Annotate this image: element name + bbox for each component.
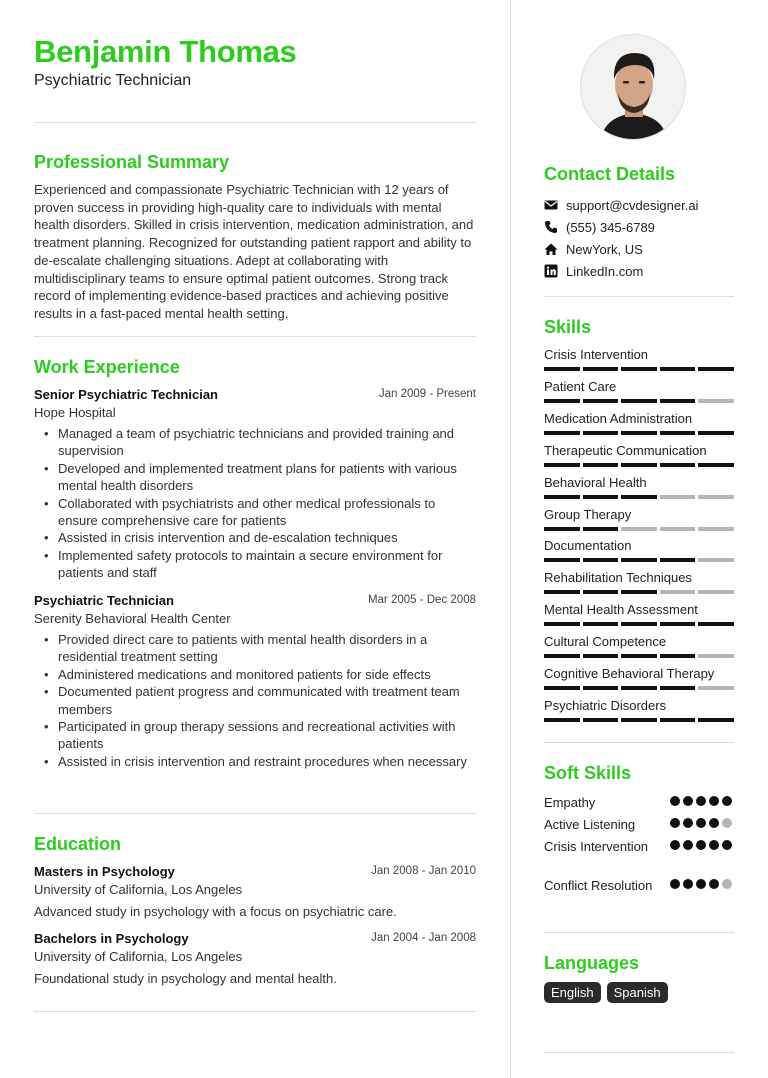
skill-level-segment <box>621 718 657 722</box>
skill-level-bar <box>544 495 734 499</box>
skill-level-segment <box>621 431 657 435</box>
list-item: • Developed and implemented treatment plans for patients with various mental health disorders <box>34 460 476 495</box>
skill-level-segment <box>660 399 696 403</box>
rating-dot <box>722 818 732 828</box>
skill-level-segment <box>660 622 696 626</box>
skill-item <box>544 379 734 403</box>
education-entry <box>34 931 476 987</box>
skill-label: Medication Administration <box>544 410 693 426</box>
candidate-title: Psychiatric Technician <box>34 72 192 89</box>
skill-label: Crisis Intervention <box>544 347 649 362</box>
skill-level-segment <box>698 686 734 690</box>
contact-heading: Contact Details <box>544 164 676 184</box>
soft-skill-label: Crisis Intervention <box>544 839 649 854</box>
skill-level-bar <box>544 399 734 403</box>
skill-level-bar <box>544 718 734 722</box>
divider <box>544 932 734 933</box>
skill-level-segment <box>583 367 619 371</box>
rating-dot <box>696 840 706 850</box>
rating-dot <box>722 840 732 850</box>
contact-location-text: NewYork, US <box>566 241 643 257</box>
divider <box>544 1052 734 1053</box>
soft-skill-item <box>544 794 734 812</box>
skill-label: Documentation <box>544 538 632 554</box>
rating-dot <box>670 796 680 806</box>
soft-skill-item <box>544 838 734 856</box>
job-organization: Serenity Behavioral Health Center <box>34 611 231 626</box>
degree-title: Masters in Psychology <box>34 864 175 879</box>
skill-item <box>544 411 734 435</box>
rating-dot <box>709 879 719 889</box>
skill-level-bar <box>544 367 734 371</box>
skill-level-segment <box>660 654 696 658</box>
education-description: Advanced study in psychology with a focus on psychiatric care. <box>34 904 397 919</box>
skill-level-segment <box>544 431 580 435</box>
linkedin-icon <box>544 264 558 278</box>
contact-email-text: support@cvdesigner.ai <box>566 197 699 213</box>
job-bullets <box>34 425 476 582</box>
school-name: University of California, Los Angeles <box>34 949 243 964</box>
skill-item <box>544 634 734 658</box>
soft-skill-label: Conflict Resolution <box>544 878 653 893</box>
list-item: • Assisted in crisis intervention and restraint procedures when necessary <box>34 753 476 770</box>
soft-skill-rating <box>670 879 732 889</box>
skill-level-segment <box>544 367 580 371</box>
list-item: • Assisted in crisis intervention and de-escalation techniques <box>34 529 476 546</box>
rating-dot <box>696 879 706 889</box>
rating-dot <box>683 818 693 828</box>
education-description: Foundational study in psychology and mental health. <box>34 971 337 986</box>
degree-title: Bachelors in Psychology <box>34 931 189 946</box>
soft-skill-label: Empathy <box>544 795 596 810</box>
job-role: Senior Psychiatric Technician <box>34 387 218 402</box>
job-dates: Jan 2009 - Present <box>378 388 476 400</box>
skill-level-segment <box>698 718 734 722</box>
skill-level-segment <box>583 399 619 403</box>
skill-item <box>544 666 734 690</box>
skill-level-segment <box>660 527 696 531</box>
divider <box>34 336 476 337</box>
skill-level-segment <box>621 527 657 531</box>
skill-level-segment <box>698 590 734 594</box>
skill-item <box>544 475 734 499</box>
rating-dot <box>670 879 680 889</box>
soft-skill-rating <box>670 818 732 828</box>
skill-level-segment <box>698 463 734 467</box>
skill-item <box>544 602 734 626</box>
skill-level-segment <box>621 686 657 690</box>
job-dates: Mar 2005 - Dec 2008 <box>367 594 476 606</box>
contact-phone-text: (555) 345-6789 <box>566 219 655 235</box>
skill-level-segment <box>698 431 734 435</box>
skill-level-bar <box>544 686 734 690</box>
skill-level-segment <box>544 495 580 499</box>
education-dates: Jan 2008 - Jan 2010 <box>371 865 476 877</box>
skill-level-segment <box>698 558 734 562</box>
skill-level-bar <box>544 463 734 467</box>
school-name: University of California, Los Angeles <box>34 882 243 897</box>
skill-level-segment <box>660 686 696 690</box>
list-item: • Provided direct care to patients with mental health disorders in a residential treatment setting <box>34 631 476 666</box>
contact-phone[interactable] <box>544 218 655 236</box>
skill-level-bar <box>544 622 734 626</box>
skill-label: Patient Care <box>544 378 617 394</box>
skill-item <box>544 698 734 722</box>
skill-level-segment <box>660 495 696 499</box>
skill-label: Rehabilitation Techniques <box>544 570 692 586</box>
list-item: • Managed a team of psychiatric technicians and provided training and supervision <box>34 425 476 460</box>
soft-skill-label: Active Listening <box>544 817 636 832</box>
languages-heading: Languages <box>544 953 640 973</box>
envelope-icon <box>544 198 558 212</box>
job-entry <box>34 387 476 582</box>
skill-level-segment <box>583 527 619 531</box>
skill-label: Cultural Competence <box>544 634 667 650</box>
rating-dot <box>722 796 732 806</box>
skill-level-segment <box>583 590 619 594</box>
skill-level-segment <box>544 399 580 403</box>
skill-level-segment <box>621 558 657 562</box>
rating-dot <box>683 796 693 806</box>
soft-skill-rating <box>670 840 732 850</box>
skill-item <box>544 443 734 467</box>
skill-level-segment <box>621 367 657 371</box>
list-item: • Participated in group therapy sessions and recreational activities with patients <box>34 718 476 753</box>
soft-skill-rating <box>670 796 732 806</box>
skill-level-segment <box>621 590 657 594</box>
skill-level-segment <box>544 590 580 594</box>
skill-level-segment <box>583 654 619 658</box>
rating-dot <box>722 879 732 889</box>
skill-label: Group Therapy <box>544 506 632 522</box>
skill-level-segment <box>544 718 580 722</box>
skill-level-segment <box>583 686 619 690</box>
summary-heading: Professional Summary <box>34 152 230 172</box>
skill-label: Mental Health Assessment <box>544 602 698 618</box>
job-entry <box>34 593 476 770</box>
phone-icon <box>544 220 558 234</box>
contact-linkedin[interactable] <box>544 262 643 280</box>
skill-label: Behavioral Health <box>544 474 647 490</box>
skill-level-segment <box>544 686 580 690</box>
skill-level-segment <box>544 654 580 658</box>
job-role: Psychiatric Technician <box>34 593 174 608</box>
list-item: • Administered medications and monitored patients for side effects <box>34 666 476 683</box>
skill-level-bar <box>544 590 734 594</box>
contact-linkedin-text: LinkedIn.com <box>566 263 644 279</box>
skill-level-bar <box>544 431 734 435</box>
contact-location <box>544 240 643 258</box>
skill-label: Therapeutic Communication <box>544 442 707 458</box>
skill-level-segment <box>698 622 734 626</box>
home-icon <box>544 242 558 256</box>
skill-level-segment <box>660 558 696 562</box>
skill-level-segment <box>583 463 619 467</box>
skill-level-segment <box>583 622 619 626</box>
rating-dot <box>683 879 693 889</box>
contact-email[interactable] <box>544 196 698 214</box>
skill-level-segment <box>621 399 657 403</box>
skill-level-segment <box>621 495 657 499</box>
work-heading: Work Experience <box>34 357 180 377</box>
skill-level-segment <box>544 527 580 531</box>
divider <box>544 742 734 743</box>
rating-dot <box>709 818 719 828</box>
education-dates: Jan 2004 - Jan 2008 <box>371 932 476 944</box>
skill-level-bar <box>544 558 734 562</box>
skill-item <box>544 570 734 594</box>
skill-level-segment <box>583 558 619 562</box>
skill-level-segment <box>621 463 657 467</box>
skill-level-segment <box>583 495 619 499</box>
skill-level-bar <box>544 527 734 531</box>
language-badge: Spanish <box>607 982 668 1003</box>
skill-item <box>544 507 734 531</box>
skill-label: Psychiatric Disorders <box>544 697 667 713</box>
skill-level-segment <box>583 431 619 435</box>
list-item: • Collaborated with psychiatrists and other medical professionals to ensure comprehensive care for patients <box>34 495 476 530</box>
rating-dot <box>670 840 680 850</box>
skill-level-bar <box>544 654 734 658</box>
skill-level-segment <box>660 431 696 435</box>
skill-level-segment <box>698 367 734 371</box>
skill-item <box>544 538 734 562</box>
rating-dot <box>670 818 680 828</box>
skill-level-segment <box>621 622 657 626</box>
rating-dot <box>696 796 706 806</box>
divider <box>34 122 476 123</box>
skill-level-segment <box>660 718 696 722</box>
education-entry <box>34 864 476 920</box>
language-badge: English <box>544 982 601 1003</box>
skill-level-segment <box>698 495 734 499</box>
soft-skill-item <box>544 816 734 834</box>
skill-level-segment <box>583 718 619 722</box>
skill-level-segment <box>698 654 734 658</box>
rating-dot <box>683 840 693 850</box>
skill-item <box>544 347 734 371</box>
profile-photo <box>580 34 686 140</box>
rating-dot <box>709 840 719 850</box>
column-divider <box>510 0 511 1078</box>
candidate-name: Benjamin Thomas <box>34 34 297 69</box>
soft-skills-heading: Soft Skills <box>544 763 632 783</box>
education-heading: Education <box>34 834 122 854</box>
skill-label: Cognitive Behavioral Therapy <box>544 666 715 681</box>
skill-level-segment <box>698 527 734 531</box>
languages-list <box>544 982 668 1003</box>
skills-heading: Skills <box>544 317 592 337</box>
soft-skill-item <box>544 877 734 895</box>
summary-text: Experienced and compassionate Psychiatric Technician with 12 years of proven success in providing high-quality care to individuals with mental health disorders. Skilled in crisis intervention, medication administration, and treatment planning. Recognized for outstanding patient rapport and ability to de-escalate challenging situations. Adept at collaborating with multidisciplinary teams to ensure optimal patient outcomes. Strong track record of implementing evidence-based practices and achieving positive results in a fast-paced mental health setting. <box>34 182 474 321</box>
skill-level-segment <box>544 558 580 562</box>
skill-level-segment <box>544 622 580 626</box>
divider <box>34 813 476 814</box>
skill-level-segment <box>660 463 696 467</box>
list-item: • Implemented safety protocols to maintain a secure environment for patients and staff <box>34 547 476 582</box>
divider <box>544 296 734 297</box>
job-bullets <box>34 631 476 770</box>
list-item: • Documented patient progress and communicated with treatment team members <box>34 683 476 718</box>
skill-level-segment <box>660 367 696 371</box>
skill-level-segment <box>544 463 580 467</box>
rating-dot <box>709 796 719 806</box>
job-organization: Hope Hospital <box>34 405 116 420</box>
skill-level-segment <box>698 399 734 403</box>
skill-level-segment <box>621 654 657 658</box>
divider <box>34 1011 476 1012</box>
rating-dot <box>696 818 706 828</box>
skill-level-segment <box>660 590 696 594</box>
